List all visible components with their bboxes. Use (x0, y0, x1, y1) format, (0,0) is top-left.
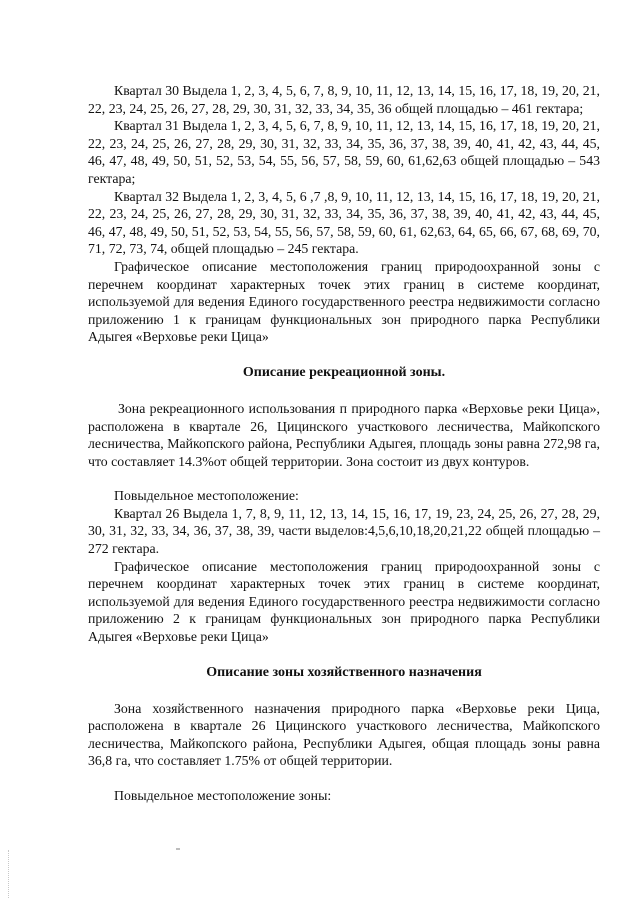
paragraph-quarter-32: Квартал 32 Выдела 1, 2, 3, 4, 5, 6 ,7 ,8, 9, 10, 11, 12, 13, 14, 15, 16, 17, 18, 19, 20, 21, 22, 23, 24, 25, 26, 27, 28, 29, 30, 31, 32, 33, 34, 35, 36, 37, 38, 39, 40, 41, 42, 43, 44, 45, 46, 47, 48, 49, 50, 51, 52, 53, 54, 55, 56, 57, 58, 59, 60, 61, 62,63, 64, 65, 66, 67, 68, 69, 70, 71, 72, 73, 74, общей площадью – 245 гектара. (88, 188, 600, 257)
scan-margin-dots (8, 850, 11, 898)
paragraph-quarter-26: Квартал 26 Выдела 1, 7, 8, 9, 11, 12, 13, 14, 15, 16, 17, 19, 23, 24, 25, 26, 27, 28, 29, 30, 31, 32, 33, 34, 36, 37, 38, 39, части выделов:4,5,6,10,18,20,21,22 общей площадью – 272 гектара. (88, 505, 600, 557)
paragraph-quarter-31: Квартал 31 Выдела 1, 2, 3, 4, 5, 6, 7, 8, 9, 10, 11, 12, 13, 14, 15, 16, 17, 18, 19, 20, 21, 22, 23, 24, 25, 26, 27, 28, 29, 30, 31, 32, 33, 34, 35, 36, 37, 38, 39, 40, 41, 42, 43, 44, 45, 46, 47, 48, 49, 50, 51, 52, 53, 54, 55, 56, 57, 58, 59, 60, 61,62,63 общей площадью – 543 гектара; (88, 118, 600, 186)
paragraph-allotment-location: Повыдельное местоположение: (114, 488, 299, 504)
paragraph-graphic-description-2: Графическое описание местоположения границ природоохранной зоны с перечнем координат характерных точек этих границ в системе координат, используемой для ведения Единого государственного реестра недвижимости согласно приложению 2 к границам функциональных зон природного парка Республики Адыгея «Верховье реки Цица» (88, 558, 600, 645)
paragraph-zone-allotment-location: Повыдельное местоположение зоны: (114, 788, 332, 803)
paragraph-quarter-30: Квартал 30 Выдела 1, 2, 3, 4, 5, 6, 7, 8, 9, 10, 11, 12, 13, 14, 15, 16, 17, 18, 19, 20, 21, 22, 23, 24, 25, 26, 27, 28, 29, 30, 31, 32, 33, 34, 35, 36 общей площадью – 461 гектара; (88, 83, 600, 116)
paragraph-graphic-description-1: Графическое описание местоположения границ природоохранной зоны с перечнем координат характерных точек этих границ в системе координат, используемой для ведения Единого государственного реестра недвижимости согласно приложению 1 к границам функциональных зон природного парка Республики Адыгея «Верховье реки Цица» (88, 258, 600, 345)
heading-recreation-zone: Описание рекреационной зоны. (242, 364, 446, 380)
scan-artifact-mark (176, 848, 180, 850)
heading-economic-zone: Описание зоны хозяйственного назначения (206, 664, 482, 680)
paragraph-economic-zone: Зона хозяйственного назначения природного парка «Верховье реки Цица, расположена в квартале 26 Цицинского участкового лесничества, Майкопского лесничества, Майкопского района, Республики Адыгея, общая площадь зоны равна 36,8 га, что составляет 1.75% от общей территории. (88, 700, 600, 769)
paragraph-recreation-zone: Зона рекреационного использования п природного парка «Верховье реки Цица», расположена в квартале 26, Цицинского участкового лесничества, Майкопского лесничества, Майкопского района, Республики Адыгея, площадь зоны равна 272,98 га, что составляет 14.3%от общей территории. Зона состоит из двух контуров. (88, 400, 600, 469)
document-body (88, 82, 600, 805)
